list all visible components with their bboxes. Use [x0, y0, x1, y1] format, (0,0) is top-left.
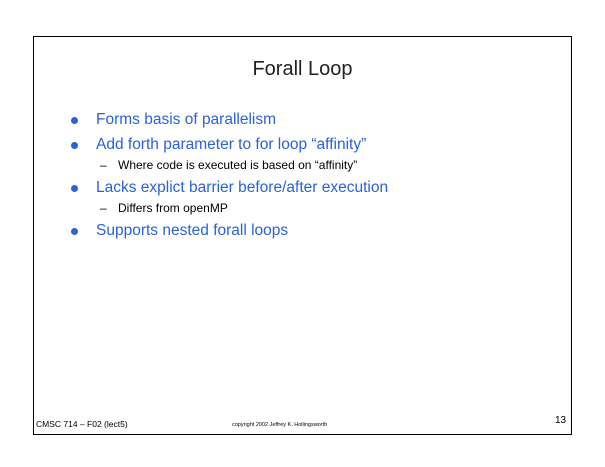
sub-bullet-item	[68, 156, 388, 174]
bullet-dot-icon	[71, 142, 78, 149]
page-number: 13	[555, 415, 567, 426]
bullet-list	[68, 109, 388, 242]
sub-bullet-item	[68, 199, 388, 217]
slide-title: Forall Loop	[252, 58, 353, 80]
sub-bullet-text: Differs from openMP	[118, 201, 228, 215]
footer-course: CMSC 714 – F02 (lect5)	[36, 419, 128, 429]
footer-copyright: copyright 2002 Jeffrey K. Hollingsworth	[232, 422, 328, 428]
bullet-text: Forms basis of parallelism	[96, 111, 277, 128]
bullet-item	[68, 177, 388, 199]
bullet-dot-icon	[71, 185, 78, 192]
bullet-text: Lacks explict barrier before/after execution	[96, 179, 389, 196]
bullet-text: Add forth parameter to for loop “affinity”	[96, 136, 367, 153]
dash-icon: –	[100, 158, 107, 172]
bullet-text: Supports nested forall loops	[96, 222, 289, 239]
bullet-dot-icon	[71, 228, 78, 235]
dash-icon: –	[100, 201, 107, 215]
bullet-item	[68, 220, 388, 242]
bullet-dot-icon	[71, 117, 78, 124]
sub-bullet-text: Where code is executed is based on “affinity”	[118, 158, 358, 172]
bullet-item	[68, 134, 388, 156]
bullet-item	[68, 109, 388, 131]
